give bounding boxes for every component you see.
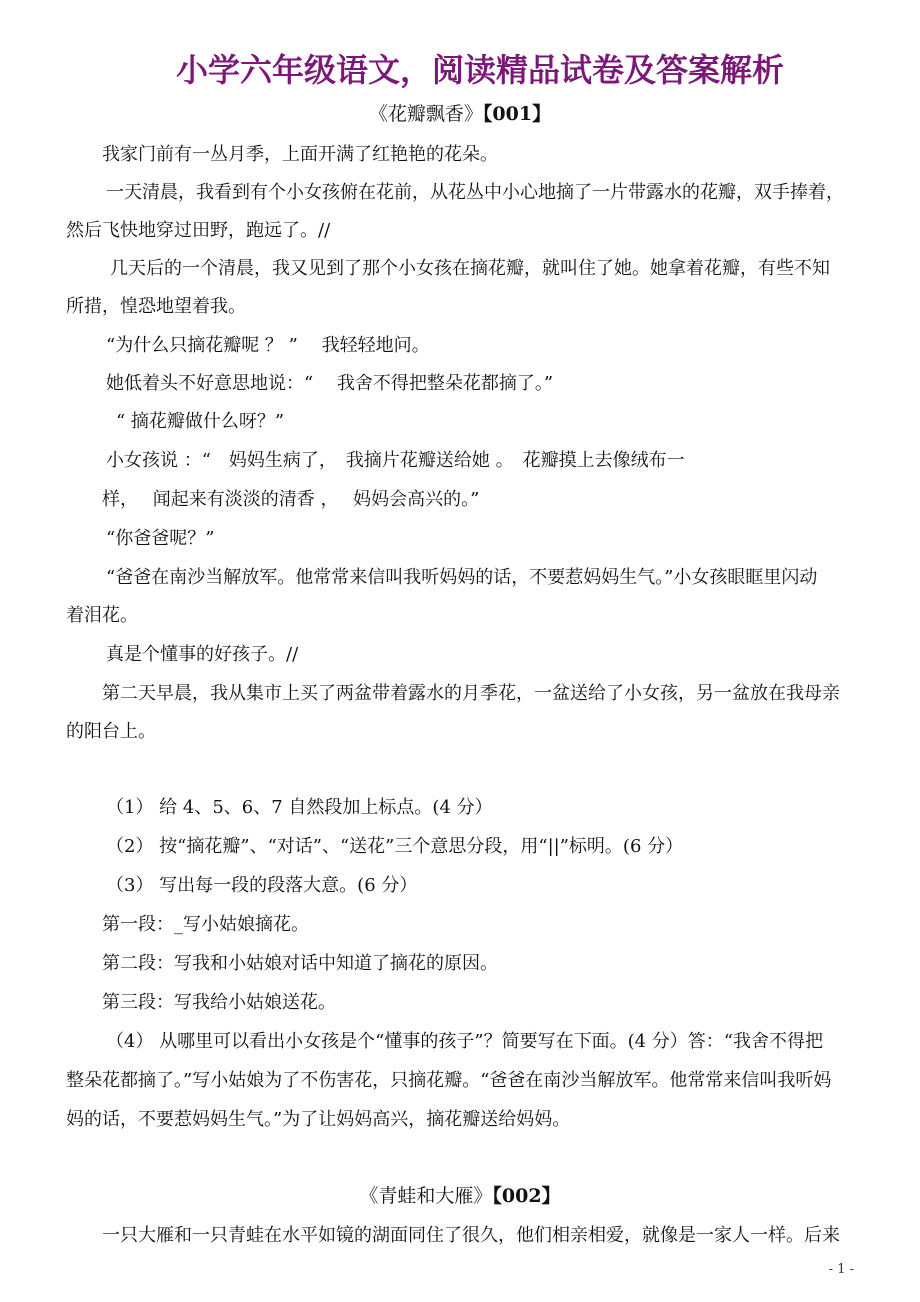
paragraph-line: 我家门前有一丛月季，上面开满了红艳艳的花朵。 [102, 144, 498, 165]
paragraph-line: 的阳台上。 [66, 721, 156, 742]
paragraph-line: 一只大雁和一只青蛙在水平如镜的湖面同住了很久，他们相亲相爱，就像是一家人一样。后来 [102, 1225, 840, 1246]
question-line: （1） 给 4、5、6、7 自然段加上标点。(4 分） [106, 797, 493, 818]
paragraph-line: 真是个懂事的好孩子。// [106, 644, 299, 665]
paragraph-line: “为什么只摘花瓣呢 ？ ” 我轻轻地问。 [106, 335, 430, 356]
story-number: 【001】 [482, 103, 552, 125]
question-line: （3） 写出每一段的段落大意。(6 分） [106, 875, 418, 896]
question-line: （4） 从哪里可以看出小女孩是个“懂事的孩子”？简要写在下面。(4 分）答：“我舍不得把 [106, 1031, 823, 1052]
paragraph-line: 着泪花。 [66, 605, 138, 626]
document-title: 小学六年级语文，阅读精品试卷及答案解析 [176, 51, 785, 89]
question-line: （2） 按“摘花瓣”、“对话”、“送花”三个意思分段，用“||”标明。(6 分） [106, 836, 684, 857]
paragraph-line: 一天清晨，我看到有个小女孩俯在花前，从花丛中小心地摘了一片带露水的花瓣，双手捧着， [106, 182, 844, 203]
answer-line: 第二段：写我和小姑娘对话中知道了摘花的原因。 [102, 953, 498, 974]
answer-line: 妈的话，不要惹妈妈生气。”为了让妈妈高兴，摘花瓣送给妈妈。 [66, 1109, 571, 1130]
story-title [0, 1184, 920, 1208]
story-title-text: 《花瓣飘香》 [368, 103, 483, 125]
paragraph-line: 所措，惶恐地望着我。 [66, 296, 246, 317]
paragraph-line: “爸爸在南沙当解放军。他常常来信叫我听妈妈的话，不要惹妈妈生气。”小女孩眼眶里闪动 [106, 567, 818, 588]
answer-line: 整朵花都摘了。”写小姑娘为了不伤害花，只摘花瓣。“爸爸在南沙当解放军。他常常来信叫我听妈 [66, 1070, 832, 1091]
paragraph-line: “ 摘花瓣做什么呀？” [116, 411, 285, 432]
paragraph-line: 几天后的一个清晨，我又见到了那个小女孩在摘花瓣，就叫住了她。她拿着花瓣，有些不知 [110, 258, 830, 279]
story-title [0, 102, 920, 126]
paragraph-line: 第二天早晨，我从集市上买了两盆带着露水的月季花，一盆送给了小女孩，另一盆放在我母亲 [102, 683, 840, 704]
story-title-text: 《青蛙和大雁》 [359, 1185, 493, 1207]
answer-line: 第三段：写我给小姑娘送花。 [102, 992, 336, 1013]
paragraph-line: “你爸爸呢？” [106, 528, 215, 549]
paragraph-line: 小女孩说 ：“ 妈妈生病了， 我摘片花瓣送给她 。 花瓣摸上去像绒布一 [106, 450, 685, 471]
story-number: 【002】 [492, 1185, 561, 1207]
page-number: - 1 - [828, 1262, 854, 1277]
paragraph-line: 她低着头不好意思地说：“ 我舍不得把整朵花都摘了。” [106, 373, 554, 394]
answer-line: 第一段：_写小姑娘摘花。 [102, 914, 309, 935]
paragraph-line: 然后飞快地穿过田野，跑远了。// [66, 220, 331, 241]
paragraph-line: 样， 闻起来有淡淡的清香 ， 妈妈会高兴的。” [102, 489, 480, 510]
